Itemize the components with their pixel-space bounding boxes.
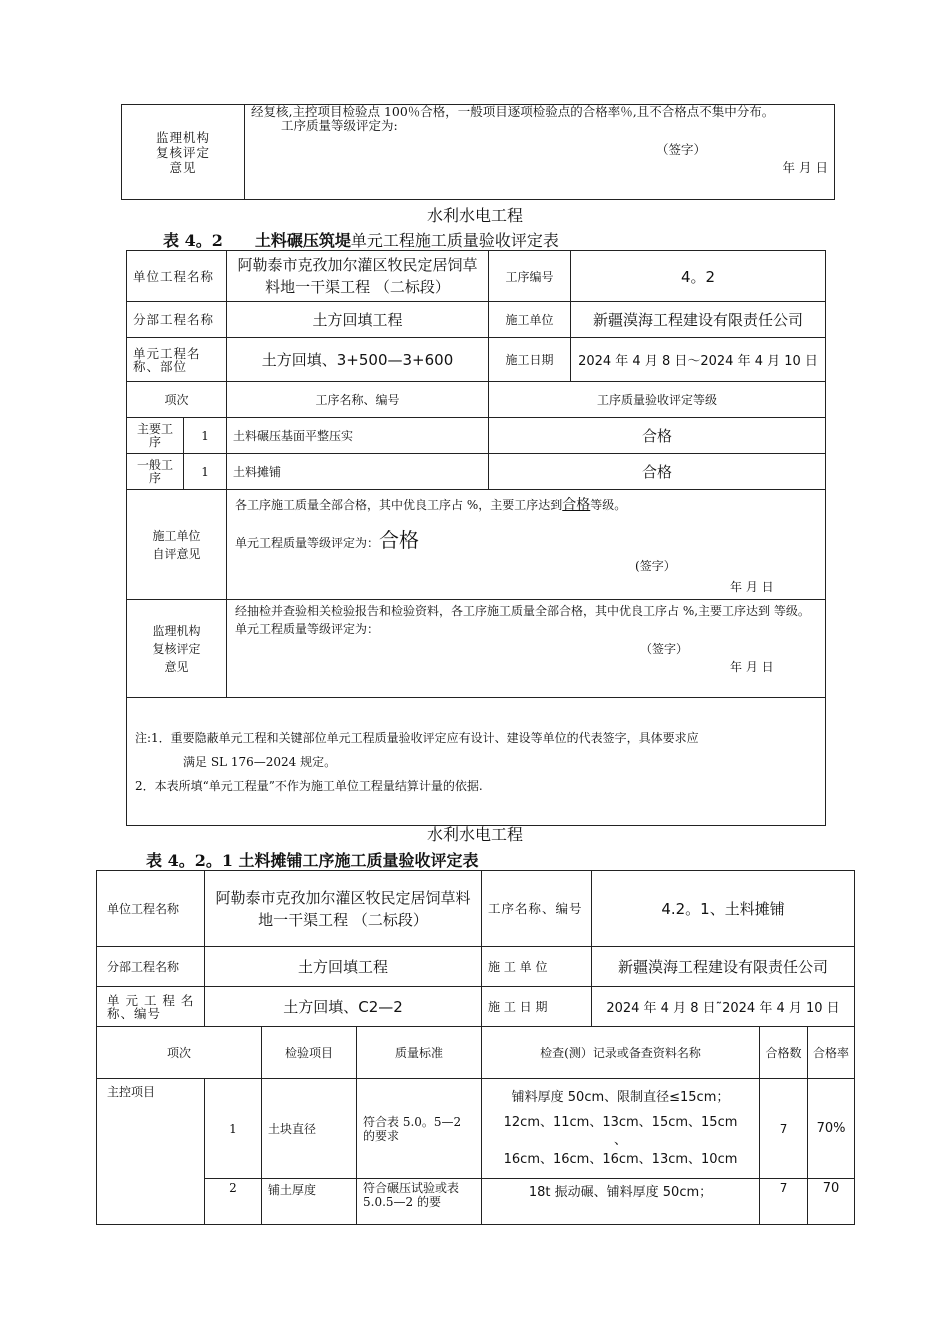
self-date: 年 月 日 — [730, 580, 774, 594]
note-2: 2．本表所填“单元工程量”不作为施工单位工程量结算计量的依据. — [135, 778, 483, 793]
col-item: 项次 — [127, 382, 227, 418]
t2-date-value: 2024 年 4 月 8 日˜2024 年 4 月 10 日 — [592, 987, 855, 1027]
heading-water-conservancy-2: 水利水电工程 — [426, 825, 523, 844]
t2-col-check: 检验项目 — [262, 1027, 357, 1079]
t2-row1-record: 铺料厚度 50cm、限制直径≤15cm； 12cm、11cm、13cm、15cm、15cm 、 16cm、16cm、16cm、13cm、10cm — [482, 1079, 760, 1179]
t2-row1-rate: 70% — [808, 1079, 855, 1179]
sup-line1: 经抽检并查验相关检验报告和检验资料，各工序施工质量全部合格，其中优良工序占 %,主要工序达到 等级。 — [235, 604, 810, 618]
t2-row2-no: 2 — [205, 1179, 262, 1225]
sup-date: 年 月 日 — [730, 660, 774, 674]
self-assessment-label: 施工单位 自评意见 — [127, 490, 227, 600]
t2-row2-rate: 70 — [808, 1179, 855, 1225]
main-process-name: 土料碾压基面平整压实 — [227, 418, 489, 454]
construction-unit-label: 施工单位 — [489, 302, 571, 338]
t2-process-label: 工序名称、编号 — [482, 871, 592, 947]
t2-col-standard: 质量标准 — [357, 1027, 482, 1079]
construction-unit-value: 新疆漠海工程建设有限责任公司 — [571, 302, 826, 338]
t2-sub-project-value: 土方回填工程 — [205, 947, 482, 987]
sub-project-label: 分部工程名称 — [127, 302, 227, 338]
process-no-value: 4。2 — [571, 251, 826, 302]
t2-row2-standard: 符合碾压试验或表 5.0.5—2 的要 — [357, 1179, 482, 1225]
sup-sign: （签字） — [640, 642, 689, 656]
date-label: 施工日期 — [489, 338, 571, 382]
t2-col-record: 检查(测）记录或备查资料名称 — [482, 1027, 760, 1079]
t2-construction-unit-label: 施 工 单 位 — [482, 947, 592, 987]
t2-element-label: 单 元 工 程 名 称、编号 — [97, 987, 205, 1027]
table1-title: 表 4。2 土料碾压筑堤单元工程施工质量验收评定表 — [163, 231, 559, 250]
self-line2: 单元工程质量等级评定为：合格 — [235, 528, 420, 552]
supervision-review-label: 监理机构 复核评定 意见 — [127, 600, 227, 698]
t2-date-label: 施 工 日 期 — [482, 987, 592, 1027]
unit-project-value: 阿勒泰市克孜加尔灌区牧民定居饲草料地一干渠工程 （二标段） — [227, 251, 489, 302]
general-process-grade: 合格 — [489, 454, 826, 490]
unit-project-label: 单位工程名称 — [127, 251, 227, 302]
self-sign: (签字） — [635, 559, 676, 573]
t2-col-item: 项次 — [97, 1027, 262, 1079]
sup-line2: 单元工程质量等级评定为： — [235, 622, 380, 636]
t2-unit-project-label: 单位工程名称 — [97, 871, 205, 947]
note-1b: 满足 SL 176—2024 规定。 — [183, 754, 337, 769]
main-process-label: 主要工序 — [127, 418, 184, 454]
col-grade: 工序质量验收评定等级 — [489, 382, 826, 418]
t2-row2-record: 18t 振动碾、铺料厚度 50cm； — [482, 1179, 760, 1225]
t2-element-value: 土方回填、C2—2 — [205, 987, 482, 1027]
element-value: 土方回填、3+500—3+600 — [227, 338, 489, 382]
date-label: 年 月 日 — [782, 160, 828, 175]
main-process-grade: 合格 — [489, 418, 826, 454]
table2-title: 表 4。2。1 土料摊铺工序施工质量验收评定表 — [146, 851, 479, 870]
col-process: 工序名称、编号 — [227, 382, 489, 418]
supervision-label: 监理机构 复核评定 意见 — [122, 105, 245, 200]
t2-row2-item: 铺土厚度 — [262, 1179, 357, 1225]
opinion-line1: 经复核,主控项目检验点 100％合格，一般项目逐项检验点的合格率％,且不合格点不集中分布。 — [251, 104, 775, 119]
t2-col-count: 合格数 — [760, 1027, 808, 1079]
table-4-2-1 — [96, 870, 855, 1225]
t2-main-label: 主控项目 — [97, 1079, 205, 1225]
heading-water-conservancy-1: 水利水电工程 — [426, 206, 523, 225]
note-1: 注:1．重要隐蔽单元工程和关键部位单元工程质量验收评定应有设计、建设等单位的代表签字，具体要求应 — [135, 730, 699, 745]
t2-row1-item: 土块直径 — [262, 1079, 357, 1179]
main-process-no: 1 — [184, 418, 227, 454]
table-4-2 — [126, 250, 826, 826]
date-value: 2024 年 4 月 8 日～2024 年 4 月 10 日 — [571, 338, 826, 382]
self-assessment-opinion — [227, 490, 826, 600]
general-process-no: 1 — [184, 454, 227, 490]
top-review-table — [121, 104, 835, 200]
t2-row1-count: 7 — [760, 1079, 808, 1179]
t2-construction-unit-value: 新疆漠海工程建设有限责任公司 — [592, 947, 855, 987]
t2-sub-project-label: 分部工程名称 — [97, 947, 205, 987]
t2-row2-count: 7 — [760, 1179, 808, 1225]
general-process-name: 土料摊铺 — [227, 454, 489, 490]
t2-row1-no: 1 — [205, 1079, 262, 1179]
supervision-review-opinion — [227, 600, 826, 698]
self-line1: 各工序施工质量全部合格，其中优良工序占 %，主要工序达到合格等级。 — [235, 497, 627, 513]
supervision-opinion — [245, 105, 835, 200]
t2-row1-standard: 符合表 5.0。5—2 的要求 — [357, 1079, 482, 1179]
element-label: 单元工程名称、部位 — [127, 338, 227, 382]
notes — [127, 698, 826, 826]
t2-unit-project-value: 阿勒泰市克孜加尔灌区牧民定居饲草料地一干渠工程 （二标段） — [205, 871, 482, 947]
general-process-label: 一般工序 — [127, 454, 184, 490]
t2-process-value: 4.2。1、土料摊铺 — [592, 871, 855, 947]
sign-label: （签字） — [656, 142, 707, 157]
opinion-line2: 工序质量等级评定为: — [281, 118, 398, 133]
sub-project-value: 土方回填工程 — [227, 302, 489, 338]
process-no-label: 工序编号 — [489, 251, 571, 302]
t2-col-rate: 合格率 — [808, 1027, 855, 1079]
